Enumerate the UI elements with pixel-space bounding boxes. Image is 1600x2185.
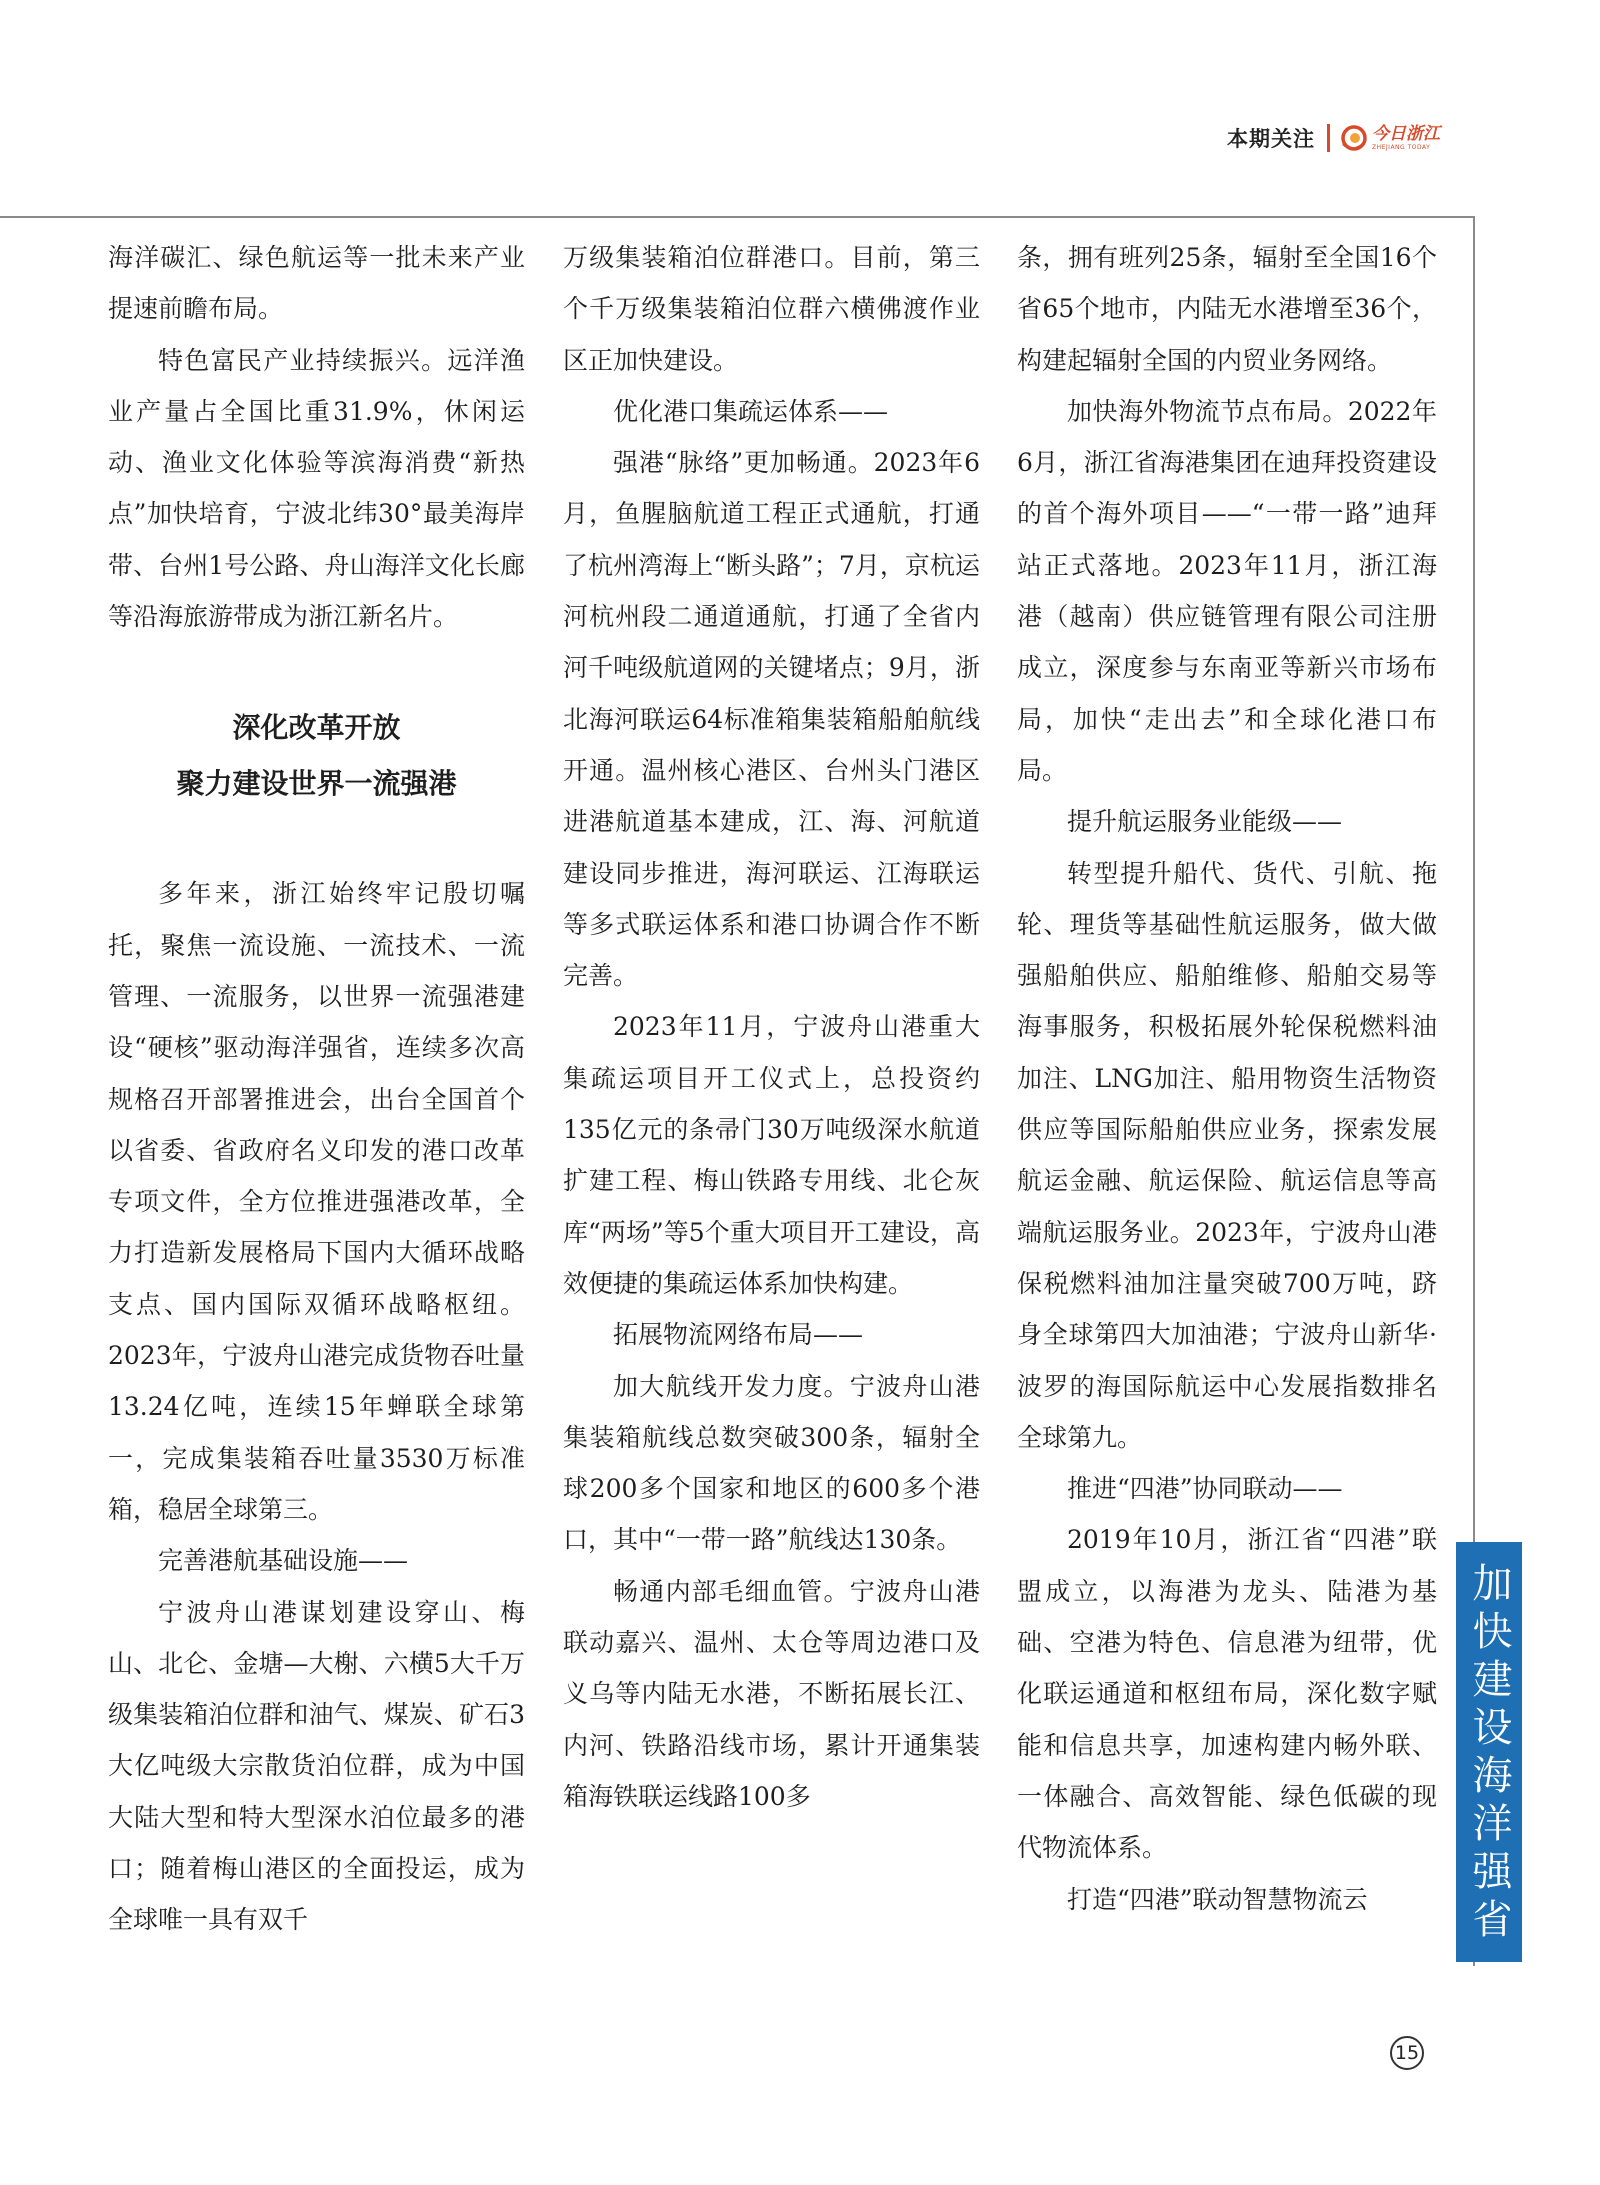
section-label: 本期关注 (1227, 127, 1315, 151)
paragraph: 加大航线开发力度。宁波舟山港集装箱航线总数突破300条，辐射全球200多个国家和地区的600多个港口，其中“一带一路”航线达130条。 (563, 1371, 980, 1555)
top-rule (0, 216, 1475, 218)
paragraph: 强港“脉络”更加畅通。2023年6月，鱼腥脑航道工程正式通航，打通了杭州湾海上“断头路”；7月，京杭运河杭州段二通道通航，打通了全省内河千吨级航道网的关键堵点；9月，浙北海河联运64标准箱集装箱船舶航线开通。温州核心港区、台州头门港区进港航道基本建成，江、海、河航道建设同步推进，海河联运、江海联运等多式联运体系和港口协调合作不断完善。 (563, 448, 980, 991)
page-number: 15 (1390, 2036, 1424, 2070)
text-column-3 (1017, 232, 1437, 1925)
paragraph: 加快海外物流节点布局。2022年6月，浙江省海港集团在迪拜投资建设的首个海外项目——“一带一路”迪拜站正式落地。2023年11月，浙江海港（越南）供应链管理有限公司注册成立，深度参与东南亚等新兴市场布局，加快“走出去”和全球化港口布局。 (1017, 396, 1437, 785)
logo-swirl-icon (1340, 124, 1368, 152)
logo-english-text: ZHEJIANG TODAY (1372, 143, 1431, 151)
paragraph: 畅通内部毛细血管。宁波舟山港联动嘉兴、温州、太仓等周边港口及义乌等内陆无水港，不断拓展长江、内河、铁路沿线市场，累计开通集装箱海铁联运线路100多 (563, 1576, 980, 1811)
paragraph: 特色富民产业持续振兴。远洋渔业产量占全国比重31.9%，休闲运动、渔业文化体验等滨海消费“新热点”加快培育，宁波北纬30°最美海岸带、台州1号公路、舟山海洋文化长廊等沿海旅游带成为浙江新名片。 (108, 345, 525, 632)
subheading: 完善港航基础设施—— (158, 1546, 409, 1576)
paragraph: 2023年11月，宁波舟山港重大集疏运项目开工仪式上，总投资约135亿元的条帚门30万吨级深水航道扩建工程、梅山铁路专用线、北仑灰库“两场”等5个重大项目开工建设，高效便捷的集疏运体系加快构建。 (563, 1012, 980, 1298)
heading-line-2: 聚力建设世界一流强港 (176, 767, 457, 801)
paragraph: 2019年10月，浙江省“四港”联盟成立，以海港为龙头、陆港为基础、空港为特色、信息港为纽带，优化联运通道和枢纽布局，深化数字赋能和信息共享，加速构建内畅外联、一体融合、高效智能、绿色低碳的现代物流体系。 (1017, 1525, 1437, 1863)
subheading: 推进“四港”协同联动—— (1067, 1474, 1343, 1504)
subheading: 拓展物流网络布局—— (613, 1320, 864, 1350)
section-side-tab (1456, 1542, 1522, 1962)
text-column-1 (108, 232, 525, 1946)
logo-chinese-text: 今日浙江 (1372, 123, 1440, 144)
paragraph: 海洋碳汇、绿色航运等一批未来产业提速前瞻布局。 (108, 243, 525, 324)
heading-line-1: 深化改革开放 (232, 711, 401, 745)
header-divider (1327, 124, 1330, 152)
paragraph: 打造“四港”联动智慧物流云 (1067, 1884, 1368, 1914)
paragraph: 宁波舟山港谋划建设穿山、梅山、北仑、金塘—大榭、六横5大千万级集装箱泊位群和油气、煤炭、矿石3大亿吨级大宗散货泊位群，成为中国大陆大型和特大型深水泊位最多的港口；随着梅山港区的全面投运，成为全球唯一具有双千 (108, 1597, 525, 1935)
paragraph: 多年来，浙江始终牢记殷切嘱托，聚焦一流设施、一流技术、一流管理、一流服务，以世界一流强港建设“硬核”驱动海洋强省，连续多次高规格召开部署推进会，出台全国首个以省委、省政府名义印发的港口改革专项文件，全方位推进强港改革，全力打造新发展格局下国内大循环战略支点、国内国际双循环战略枢纽。2023年，宁波舟山港完成货物吞吐量13.24亿吨，连续15年蝉联全球第一，完成集装箱吞吐量3530万标准箱，稳居全球第三。 (108, 879, 525, 1524)
text-column-2 (563, 232, 980, 1822)
page-header (1227, 118, 1440, 158)
paragraph: 转型提升船代、货代、引航、拖轮、理货等基础性航运服务，做大做强船舶供应、船舶维修、船舶交易等海事服务，积极拓展外轮保税燃料油加注、LNG加注、船用物资生活物资供应等国际船舶供应业务，探索发展航运金融、航运保险、航运信息等高端航运服务业。2023年，宁波舟山港保税燃料油加注量突破700万吨，跻身全球第四大加油港；宁波舟山新华·波罗的海国际航运中心发展指数排名全球第九。 (1017, 858, 1437, 1452)
section-heading (108, 700, 525, 812)
magazine-logo (1340, 124, 1440, 152)
paragraph: 条，拥有班列25条，辐射至全国16个省65个地市，内陆无水港增至36个，构建起辐射全国的内贸业务网络。 (1017, 243, 1437, 375)
side-tab-text: 加快建设海洋强省 (1466, 1562, 1512, 1946)
paragraph: 万级集装箱泊位群港口。目前，第三个千万级集装箱泊位群六横佛渡作业区正加快建设。 (563, 243, 980, 375)
subheading: 提升航运服务业能级—— (1067, 807, 1343, 837)
subheading: 优化港口集疏运体系—— (613, 396, 889, 426)
